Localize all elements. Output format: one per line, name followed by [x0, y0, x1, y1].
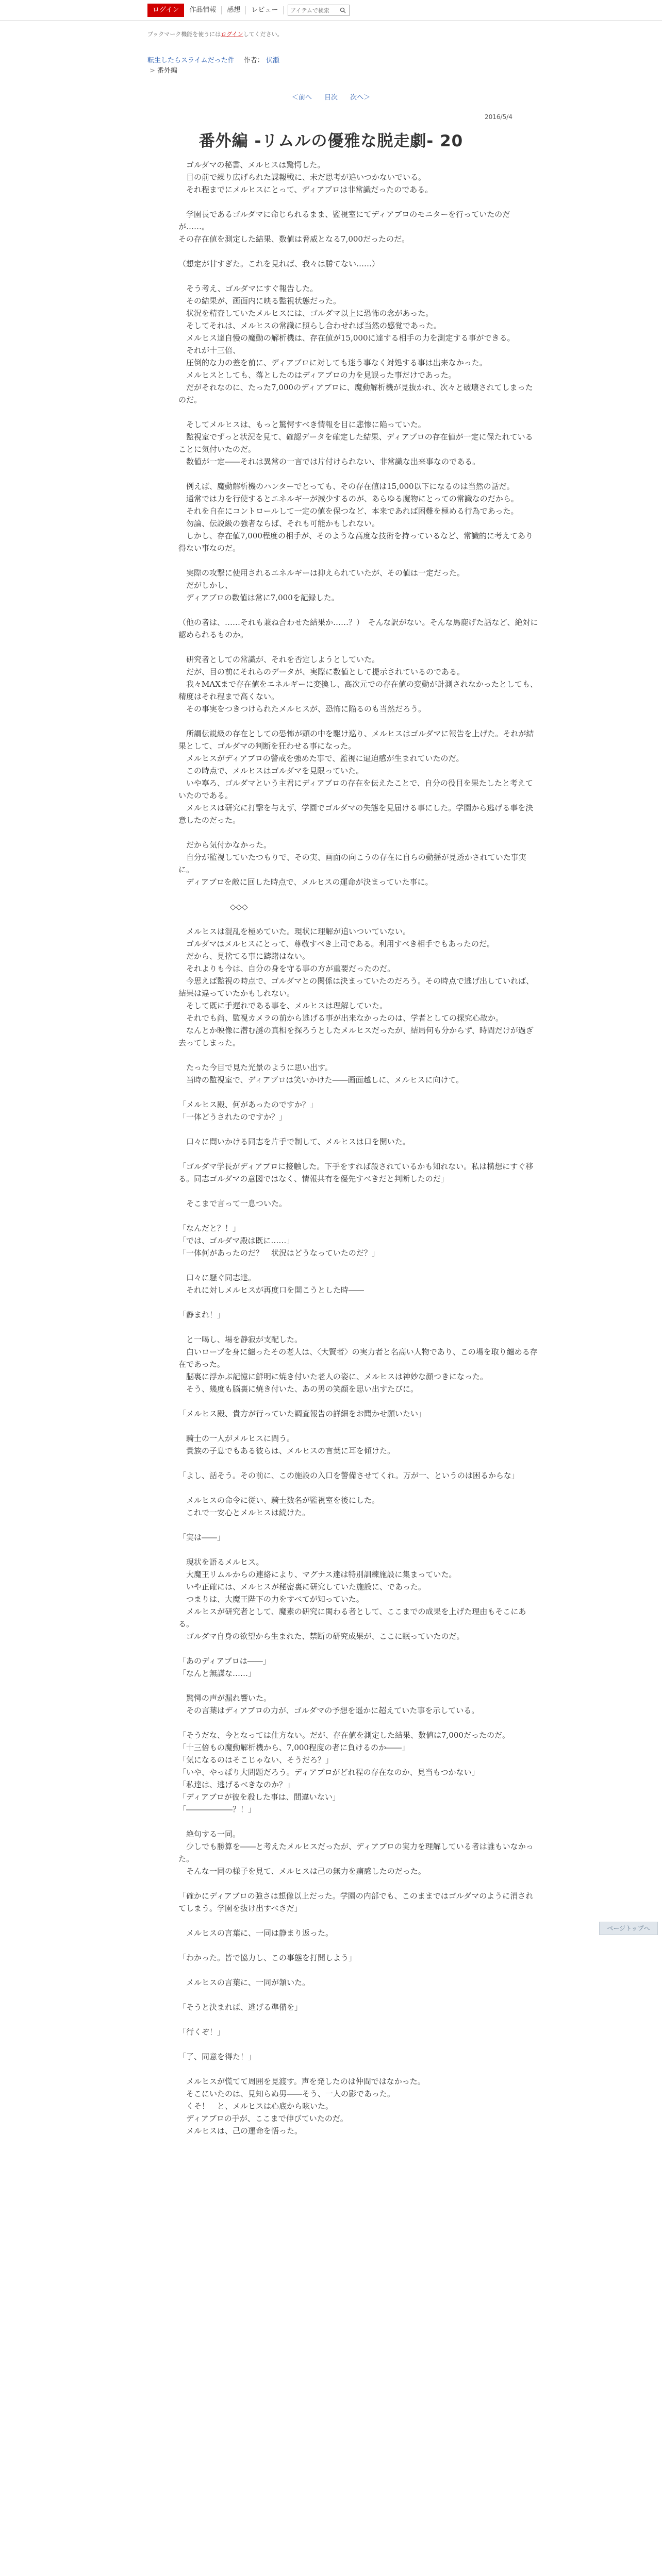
body-paragraph: メルヒスの言葉に、一同が頷いた。 [178, 1978, 310, 1987]
body-paragraph: そこにいたのは、見知らぬ男――そう、一人の影であった。 [178, 2089, 395, 2098]
blank-line [178, 468, 539, 480]
blank-line [178, 1816, 539, 1828]
body-paragraph: そう、幾度も脳裏に焼き付いた、あの男の笑顔を思い出すたびに。 [178, 1384, 419, 1394]
body-paragraph: 「なんと無謀な……」 [178, 1669, 256, 1678]
body-paragraph: 「私達は、逃げるべきなのか？」 [178, 1780, 295, 1789]
blank-line [178, 1395, 539, 1408]
blank-line [178, 715, 539, 727]
body-paragraph: ディアブロを敵に回した時点で、メルヒスの運命が決まっていた事に。 [178, 877, 433, 887]
blank-line [178, 1964, 539, 1976]
body-paragraph: それでも尚、監視カメラの前から逃げる事が出来なかったのは、学者としての探究心故か。 [178, 1013, 504, 1023]
body-paragraph: 脳裏に浮かぶ記憶に鮮明に焼き付いた老人の姿に、メルヒスは神妙な顔つきになった。 [178, 1372, 488, 1381]
blank-line [178, 1877, 539, 1890]
body-paragraph: 目の前で繰り広げられた諜報戦に、未だ思考が追いつかないでいる。 [178, 173, 426, 182]
body-paragraph: 「そうと決まれば、逃げる準備を」 [178, 2003, 303, 2012]
body-paragraph: 大魔王リムルからの連絡により、マグナス達は特別訓練施設に集まっていた。 [178, 1570, 457, 1579]
body-paragraph: 絶句する一同。 [178, 1829, 241, 1839]
body-paragraph: その存在値を測定した結果、数値は脅威となる7,000だったのだ。 [178, 234, 409, 244]
body-paragraph: その事実をつきつけられたメルヒスが、恐怖に陥るのも当然だろう。 [178, 704, 426, 714]
body-paragraph: だがそれなのに、たった7,000のディアブロに、魔動解析機が見抜かれ、次々と破壊されてしまったのだ。 [178, 383, 533, 404]
body-paragraph: 勿論、伝説級の強者ならば、それも可能かもしれない。 [178, 519, 380, 528]
body-paragraph: 騎士の一人がメルヒスに問う。 [178, 1434, 295, 1443]
body-paragraph: くそ！ と、メルヒスは心底から呟いた。 [178, 2102, 334, 2111]
blank-line [178, 2013, 539, 2026]
body-paragraph: 「了、同意を得た！」 [178, 2052, 256, 2061]
scene-separator: ◇◇◇ [230, 902, 248, 911]
body-paragraph: それよりも今は、自分の身を守る事の方が重要だったのだ。 [178, 964, 395, 973]
body-paragraph: 学園長であるゴルダマに命じられるまま、監視室にてディアブロのモニターを行っていたのだが……。 [178, 210, 510, 231]
body-paragraph: それに対しメルヒスが再度口を開こうとした時―― [178, 1285, 365, 1295]
chapter-name: 番外編 [157, 67, 177, 75]
body-paragraph: ディアブロの数値は常に7,000を記録した。 [178, 593, 339, 602]
body-paragraph: 「十三倍もの魔動解析機から、7,000程度の者に負けるのか――」 [178, 1743, 409, 1752]
blank-line [178, 1296, 539, 1309]
blank-line [178, 1049, 539, 1061]
blank-line [178, 888, 539, 901]
body-paragraph: 今思えば監視の時点で、ゴルダマとの関係は決まっていたのだろう。その時点で逃げ出していれば、結果は違っていたかもしれない。 [178, 976, 534, 998]
blank-line [178, 1680, 539, 1692]
body-paragraph: 「ゴルダマ学長がディアブロに接触した。下手をすれば殺されているかも知れない。私は構想にすぐ移る。同志ゴルダマの意図ではなく、情報共有を優先すべきだと判断したのだ」 [178, 1162, 534, 1183]
body-paragraph: 「ディアブロが彼を殺した事は、間違いない」 [178, 1792, 340, 1802]
novel-body [178, 159, 539, 2137]
top-nav [147, 3, 350, 18]
body-paragraph: 我々MAXまで存在値をエネルギーに変換し、高次元での存在値の変動が計測されなかったとしても、精度はそれ程まで高くない。 [178, 680, 538, 701]
body-paragraph: 「そうだな、今となっては仕方ない。だが、存在値を測定した結果、数値は7,000だったのだ。 [178, 1731, 510, 1740]
blank-line [178, 1482, 539, 1494]
body-paragraph: その言葉はディアブロの力が、ゴルダマの予想を遥かに超えていた事を示している。 [178, 1706, 479, 1715]
blank-line [178, 641, 539, 653]
blank-line [178, 826, 539, 839]
body-paragraph: 驚愕の声が漏れ響いた。 [178, 1693, 272, 1703]
author-label: 作者： [243, 57, 264, 64]
blank-line [178, 1123, 539, 1136]
body-paragraph: そんな一同の様子を見て、メルヒスは己の無力を痛感したのだった。 [178, 1867, 426, 1876]
body-paragraph: 「一体どうされたのですか？」 [178, 1112, 287, 1122]
body-paragraph: なんとか映像に潜む謎の真相を探ろうとしたメルヒスだったが、結局何も分からず、時間だけが過ぎ去ってしまった。 [178, 1026, 534, 1047]
body-paragraph: 「――――――？！」 [178, 1805, 256, 1814]
body-paragraph: 少しでも勝算を――と考えたメルヒスだったが、ディアブロの実力を理解している者は誰もいなかった。 [178, 1842, 534, 1863]
body-paragraph: 口々に問いかける同志を片手で制して、メルヒスは口を開いた。 [178, 1137, 410, 1146]
body-paragraph: それが十三倍、 [178, 346, 241, 355]
body-paragraph: 例えば、魔動解析機のハンターでとっても、その存在値は15,000以下になるのは当然の話だ。 [178, 482, 515, 491]
body-paragraph: ゴルダマはメルヒスにとって、尊敬すべき上司である。利用すべき相手でもあったのだ。 [178, 939, 495, 948]
body-paragraph: 圧倒的な力の差を前に、ディアブロに対しても迷う事なく対処する事は出来なかった。 [178, 358, 487, 367]
body-paragraph: 数値が一定――それは異常の一言では片付けられない、非常識な出来事なのである。 [178, 457, 481, 466]
blank-line [178, 1321, 539, 1333]
blank-line [178, 1939, 539, 1952]
next-link[interactable]: 次へ＞ [350, 94, 371, 101]
body-paragraph: 現状を語るメルヒス。 [178, 1557, 264, 1567]
body-paragraph: つまりは、大魔王陛下の力をすべてが知っていた。 [178, 1595, 364, 1604]
blank-line [178, 604, 539, 616]
blank-line [178, 1717, 539, 1729]
body-paragraph: 「いや、やっぱり大問題だろう。ディアブロがどれ程の存在なのか、見当もつかない」 [178, 1768, 479, 1777]
blank-line [178, 270, 539, 282]
body-paragraph: そしてそれは、メルヒスの常識に照らし合わせれば当然の感覚であった。 [178, 321, 441, 330]
body-paragraph: 「気になるのはそこじゃない、そうだろ？」 [178, 1755, 334, 1765]
body-paragraph: 「あのディアブロは――」 [178, 1656, 271, 1666]
body-paragraph: メルヒスは研究に打撃を与えず、学園でゴルダマの失態を見届ける事にした。学園から逃げる事を決意したのだった。 [178, 803, 534, 825]
body-paragraph: メルヒスが慌てて周囲を見渡す。声を発したのは仲間ではなかった。 [178, 2077, 425, 2086]
body-paragraph: メルヒス達自慢の魔動の解析機は、存在値が15,000に達する相手の力を測定する事ができる。 [178, 333, 515, 343]
body-paragraph: 「確かにディアブロの強さは想像以上だった。学園の内部でも、このままではゴルダマのように消されてしまう。学園を抜け出すべきだ」 [178, 1891, 534, 1913]
prev-link[interactable]: ＜前へ [291, 94, 312, 101]
body-paragraph: そこまで言って一息ついた。 [178, 1199, 287, 1208]
body-paragraph: 「メルヒス殿、貴方が行っていた調査報告の詳細をお聞かせ願いたい」 [178, 1409, 426, 1418]
search-input[interactable] [288, 7, 338, 14]
body-paragraph: （他の者は、……それも兼ね合わせた結果か……？） そんな訳がない。そんな馬鹿げた話など、絶対に認められるものか。 [178, 618, 538, 639]
notice-text: ブックマーク機能を使うには [147, 31, 221, 38]
blank-line [178, 1420, 539, 1432]
chapter-label [147, 66, 279, 76]
body-paragraph: だが、目の前にそれらのデータが、実際に数値として提示されているのである。 [178, 667, 465, 676]
pager-top [0, 92, 662, 101]
body-paragraph: そして既に手遅れである事を、メルヒスは理解していた。 [178, 1001, 388, 1010]
body-paragraph: メルヒスの言葉に、一同は静まり返った。 [178, 1928, 334, 1938]
blank-line [178, 2063, 539, 2075]
blank-line [178, 1148, 539, 1160]
login-button[interactable]: ログイン [147, 4, 184, 17]
body-paragraph: ディアブロの手が、ここまで伸びていたのだ。 [178, 2114, 348, 2123]
body-paragraph: 通常では力を行使するとエネルギーが減少するのが、あらゆる魔物にとっての常識なのだから。 [178, 494, 519, 503]
body-paragraph: ゴルダマの秘書、メルヒスは驚愕した。 [178, 160, 325, 170]
body-paragraph: 「実は――」 [178, 1533, 225, 1542]
body-paragraph: メルヒスは、己の運命を悟った。 [178, 2126, 303, 2136]
episode-title: 番外編 -リムルの優雅な脱走劇- 20 [198, 132, 464, 150]
body-paragraph: 「なんだと？！」 [178, 1224, 241, 1233]
blank-line [178, 1259, 539, 1272]
body-paragraph: 貴族の子息でもある彼らは、メルヒスの言葉に耳を傾けた。 [178, 1446, 395, 1455]
notice-text-end: してください。 [243, 31, 283, 38]
body-paragraph: 研究者としての常識が、それを否定しようとしていた。 [178, 655, 380, 664]
body-paragraph: メルヒスがディアブロの警戒を強めた事で、監視に逼迫感が生まれていたのだ。 [178, 754, 464, 763]
blank-line [178, 1210, 539, 1222]
body-paragraph: いや正確には、メルヒスが秘密裏に研究していた施設に、であった。 [178, 1582, 426, 1591]
body-paragraph: 「では、ゴルダマ殿は既に……」 [178, 1236, 294, 1245]
breadcrumb [147, 56, 279, 76]
body-paragraph: メルヒスは混乱を極めていた。現状に理解が追いついていない。 [178, 927, 411, 936]
body-paragraph: そう考え、ゴルダマにすぐ報告した。 [178, 284, 318, 293]
body-paragraph: だから気付かなかった。 [178, 840, 272, 850]
top-bar [0, 0, 662, 21]
body-paragraph: 当時の監視室で、ディアブロは笑いかけた――画面越しに、メルヒスに向けて。 [178, 1075, 464, 1084]
blank-line [178, 196, 539, 208]
blank-line [178, 245, 539, 258]
body-paragraph: 「静まれ！」 [178, 1310, 225, 1319]
body-paragraph: 自分が監視していたつもりで、その実、画面の向こうの存在に自らの動揺が見透かされていた事実に。 [178, 853, 526, 874]
blank-line [178, 1519, 539, 1531]
blank-line [178, 554, 539, 567]
body-paragraph: メルヒスとしても、落としたのはディアブロの力を見誤った事だけであった。 [178, 370, 456, 380]
body-paragraph: 監視室でずっと状況を見て、確認データを確定した結果、ディアブロの存在値が一定に保たれていることに気付いたのだ。 [178, 432, 533, 454]
blank-line [178, 1914, 539, 1927]
body-paragraph: だから、見捨てる事に躊躇はない。 [178, 952, 310, 961]
post-date: 2016/5/4 [485, 113, 512, 121]
nav-item-impressions[interactable]: 感想 [222, 6, 246, 14]
body-paragraph: 白いローブを身に纏ったその老人は、〈大賢者〉の実力者と名高い人物であり、この場を取り纏める存在であった。 [178, 1347, 538, 1369]
body-paragraph: 「わかった。皆で協力し、この事態を打開しよう」 [178, 1953, 357, 1962]
author-link[interactable]: 伏瀬 [266, 57, 279, 64]
body-paragraph: 所謂伝説級の存在としての恐怖が頭の中を駆け巡り、メルヒスはゴルダマに報告を上げた。それが結果として、ゴルダマの判断を狂わせる事になった。 [178, 729, 534, 751]
chevron-right-icon: > [150, 67, 155, 75]
page-top-button[interactable]: ページトップへ [599, 1922, 658, 1935]
body-paragraph: そしてメルヒスは、もっと驚愕すべき情報を目に悲惨に陥っていた。 [178, 420, 426, 429]
body-paragraph: 「一体何があったのだ？ 状況はどうなっていたのだ？」 [178, 1248, 379, 1258]
nav-item-novel-info[interactable]: 作品情報 [184, 6, 222, 14]
search-icon[interactable] [338, 5, 348, 15]
body-paragraph: それ程までにメルヒスにとって、ディアブロは非常識だったのである。 [178, 185, 433, 194]
body-paragraph: しかし、存在値7,000程度の相手が、そのような高度な技術を持っているなど、常識的に考えてあり得ない事なのだ。 [178, 531, 533, 553]
body-paragraph: メルヒスが研究者として、魔素の研究に関わる者として、ここまでの成果を上げた理由もそこにある。 [178, 1607, 526, 1629]
series-title-link[interactable]: 転生したらスライムだった件 [147, 57, 235, 64]
blank-line [178, 1457, 539, 1469]
body-paragraph: いや寧ろ、ゴルダマという主君にディアブロの存在を伝えたことで、自分の役目を果たしたと考えていたのである。 [178, 778, 533, 800]
body-paragraph: と一喝し、場を静寂が支配した。 [178, 1335, 303, 1344]
body-paragraph: その結果が、画面内に映る監視状態だった。 [178, 296, 341, 306]
body-paragraph: それを自在にコントロールして一定の値を保つなど、本来であれば困難を極める行為であった。 [178, 506, 519, 516]
body-paragraph: 「行くぞ！」 [178, 2027, 225, 2037]
body-paragraph: （想定が甘すぎた。これを見れば、我々は勝てない……） [178, 259, 380, 268]
body-paragraph: 口々に騒ぐ同志達。 [178, 1273, 256, 1282]
blank-line [178, 1086, 539, 1098]
blank-line [178, 1185, 539, 1197]
blank-line [178, 2038, 539, 2050]
blank-line [178, 1989, 539, 2001]
blank-line [178, 406, 539, 418]
body-paragraph: 状況を精査していたメルヒスには、ゴルダマ以上に恐怖の念があった。 [178, 309, 434, 318]
notice-login-link[interactable]: ログイン [221, 31, 243, 38]
body-paragraph: 実際の攻撃に使用されるエネルギーは抑えられていたが、その値は一定だった。 [178, 568, 465, 578]
body-paragraph: メルヒスの命令に従い、騎士数名が監視室を後にした。 [178, 1496, 380, 1505]
blank-line [178, 913, 539, 925]
body-paragraph: たった今目で見た光景のように思い出す。 [178, 1063, 333, 1072]
nav-item-review[interactable]: レビュー [246, 6, 284, 14]
body-paragraph: 「よし、話そう。その前に、この施設の入口を警備させてくれ。万が一、というのは困るからな」 [178, 1471, 519, 1480]
blank-line [178, 1544, 539, 1556]
body-paragraph: これで一安心とメルヒスは続けた。 [178, 1508, 310, 1517]
search-box [288, 5, 350, 16]
body-paragraph: だがしかし、 [178, 581, 233, 590]
body-paragraph: ゴルダマ自身の欲望から生まれた、禁断の研究成果が、ここに眠っていたのだ。 [178, 1632, 465, 1641]
blank-line [178, 1642, 539, 1655]
bookmark-notice [147, 30, 283, 38]
body-paragraph: この時点で、メルヒスはゴルダマを見限っていた。 [178, 766, 364, 775]
toc-link[interactable]: 目次 [324, 94, 338, 101]
body-paragraph: 「メルヒス殿、何があったのですか？」 [178, 1100, 318, 1109]
